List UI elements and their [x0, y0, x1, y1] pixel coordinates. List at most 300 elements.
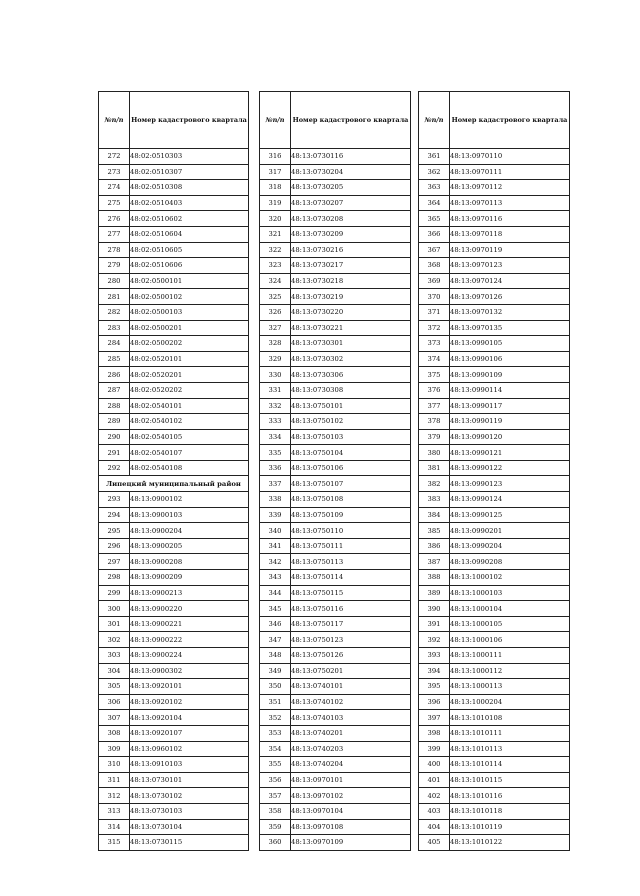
cadastral-number: 48:13:0750116: [291, 601, 411, 617]
row-number: 281: [99, 289, 130, 305]
table-row: [260, 741, 411, 757]
row-number: 354: [260, 741, 291, 757]
row-number: 385: [419, 523, 450, 539]
table-row: [99, 632, 249, 648]
cadastral-number: 48:13:0900222: [130, 632, 249, 648]
table-row: [99, 663, 249, 679]
row-number: 302: [99, 632, 130, 648]
cadastral-number: 48:13:0910103: [130, 757, 249, 773]
cadastral-number: 48:02:0500201: [130, 320, 249, 336]
row-number: 359: [260, 819, 291, 835]
row-number: 306: [99, 694, 130, 710]
cadastral-number: 48:13:0900302: [130, 663, 249, 679]
table-row: [419, 819, 570, 835]
cadastral-number: 48:02:0520202: [130, 382, 249, 398]
cadastral-number: 48:02:0510303: [130, 149, 249, 165]
row-number: 277: [99, 226, 130, 242]
table-row: [99, 258, 249, 274]
table-row: [419, 242, 570, 258]
cadastral-number: 48:13:0900209: [130, 570, 249, 586]
cadastral-number: 48:13:0990124: [450, 492, 570, 508]
row-number: 316: [260, 149, 291, 165]
cadastral-number: 48:02:0500101: [130, 273, 249, 289]
table-row: [99, 414, 249, 430]
row-number: 352: [260, 710, 291, 726]
cadastral-table-1: [98, 91, 249, 851]
table-row: [260, 694, 411, 710]
row-number: 274: [99, 180, 130, 196]
row-number: 307: [99, 710, 130, 726]
cadastral-number: 48:13:0730208: [291, 211, 411, 227]
table-row: [260, 445, 411, 461]
row-number: 317: [260, 164, 291, 180]
cadastral-number: 48:02:0540102: [130, 414, 249, 430]
table-row: [99, 507, 249, 523]
cadastral-number: 48:13:0740204: [291, 757, 411, 773]
cadastral-number: 48:13:0750115: [291, 585, 411, 601]
table-row: [260, 164, 411, 180]
table-row: [99, 554, 249, 570]
table-row: [419, 258, 570, 274]
table-row: [419, 398, 570, 414]
cadastral-number: 48:13:1010118: [450, 803, 570, 819]
row-number: 383: [419, 492, 450, 508]
section-title: Липецкий муниципальный район: [99, 476, 249, 492]
row-number: 389: [419, 585, 450, 601]
table-row: [260, 507, 411, 523]
header-num: №п/п: [419, 92, 450, 149]
cadastral-number: 48:13:0750126: [291, 648, 411, 664]
row-number: 372: [419, 320, 450, 336]
cadastral-number: 48:13:0900224: [130, 648, 249, 664]
row-number: 362: [419, 164, 450, 180]
table-row: [260, 710, 411, 726]
row-number: 308: [99, 725, 130, 741]
table-row: [419, 164, 570, 180]
cadastral-number: 48:13:1000104: [450, 601, 570, 617]
table-row: [260, 382, 411, 398]
cadastral-number: 48:13:0990114: [450, 382, 570, 398]
table-row: [99, 492, 249, 508]
cadastral-number: 48:02:0500102: [130, 289, 249, 305]
row-number: 332: [260, 398, 291, 414]
cadastral-number: 48:13:1000113: [450, 679, 570, 695]
cadastral-number: 48:13:0970109: [291, 835, 411, 851]
table-row: [99, 538, 249, 554]
row-number: 374: [419, 351, 450, 367]
row-number: 293: [99, 492, 130, 508]
table-row: [419, 180, 570, 196]
row-number: 292: [99, 460, 130, 476]
cadastral-number: 48:13:0730116: [291, 149, 411, 165]
row-number: 380: [419, 445, 450, 461]
row-number: 321: [260, 226, 291, 242]
table-row: [419, 226, 570, 242]
cadastral-number: 48:13:0730221: [291, 320, 411, 336]
row-number: 392: [419, 632, 450, 648]
row-number: 363: [419, 180, 450, 196]
table-row: [99, 445, 249, 461]
row-number: 322: [260, 242, 291, 258]
cadastral-number: 48:13:0900221: [130, 616, 249, 632]
row-number: 298: [99, 570, 130, 586]
table-row: [260, 336, 411, 352]
cadastral-number: 48:13:1000102: [450, 570, 570, 586]
row-number: 351: [260, 694, 291, 710]
row-number: 283: [99, 320, 130, 336]
row-number: 273: [99, 164, 130, 180]
row-number: 404: [419, 819, 450, 835]
table-row: [419, 211, 570, 227]
table-row: [260, 819, 411, 835]
cadastral-number: 48:13:0900102: [130, 492, 249, 508]
table-row: [260, 195, 411, 211]
row-number: 327: [260, 320, 291, 336]
cadastral-number: 48:13:0740101: [291, 679, 411, 695]
cadastral-number: 48:02:0500202: [130, 336, 249, 352]
cadastral-number: 48:13:0990119: [450, 414, 570, 430]
cadastral-number: 48:13:0970102: [291, 788, 411, 804]
table-row: [419, 554, 570, 570]
table-row: [260, 679, 411, 695]
row-number: 349: [260, 663, 291, 679]
row-number: 356: [260, 772, 291, 788]
row-number: 289: [99, 414, 130, 430]
row-number: 358: [260, 803, 291, 819]
table-row: [99, 398, 249, 414]
table-row: [99, 304, 249, 320]
cadastral-number: 48:13:0730217: [291, 258, 411, 274]
table-row: [419, 336, 570, 352]
cadastral-number: 48:13:0970132: [450, 304, 570, 320]
cadastral-number: 48:13:0750111: [291, 538, 411, 554]
table-row: [99, 523, 249, 539]
cadastral-number: 48:13:0750114: [291, 570, 411, 586]
table-row: [99, 601, 249, 617]
table-row: [99, 226, 249, 242]
row-number: 331: [260, 382, 291, 398]
cadastral-number: 48:13:1010114: [450, 757, 570, 773]
cadastral-number: 48:13:1010115: [450, 772, 570, 788]
table-row: [99, 382, 249, 398]
cadastral-number: 48:13:0730306: [291, 367, 411, 383]
cadastral-number: 48:13:0970108: [291, 819, 411, 835]
table-row: [260, 570, 411, 586]
table-row: [99, 725, 249, 741]
row-number: 379: [419, 429, 450, 445]
cadastral-number: 48:13:0990105: [450, 336, 570, 352]
row-number: 376: [419, 382, 450, 398]
table-row: [260, 663, 411, 679]
row-number: 325: [260, 289, 291, 305]
cadastral-number: 48:13:0970111: [450, 164, 570, 180]
table-row: [99, 757, 249, 773]
table-row: [419, 460, 570, 476]
table-row: [99, 336, 249, 352]
row-number: 312: [99, 788, 130, 804]
cadastral-number: 48:13:1000112: [450, 663, 570, 679]
row-number: 397: [419, 710, 450, 726]
table-row: [99, 741, 249, 757]
table-row: [260, 258, 411, 274]
row-number: 276: [99, 211, 130, 227]
cadastral-number: 48:02:0510602: [130, 211, 249, 227]
cadastral-number: 48:13:0970113: [450, 195, 570, 211]
table-row: [99, 679, 249, 695]
row-number: 361: [419, 149, 450, 165]
table-row: [260, 803, 411, 819]
cadastral-number: 48:13:0920102: [130, 694, 249, 710]
table-row: [260, 149, 411, 165]
row-number: 401: [419, 772, 450, 788]
row-number: 375: [419, 367, 450, 383]
table-row: [99, 616, 249, 632]
header-num: №п/п: [99, 92, 130, 149]
cadastral-number: 48:13:0750106: [291, 460, 411, 476]
table-row: [99, 694, 249, 710]
cadastral-number: 48:13:1010116: [450, 788, 570, 804]
row-number: 364: [419, 195, 450, 211]
cadastral-number: 48:02:0510606: [130, 258, 249, 274]
row-number: 287: [99, 382, 130, 398]
table-row: [99, 710, 249, 726]
table-row: [419, 367, 570, 383]
cadastral-number: 48:13:0730209: [291, 226, 411, 242]
row-number: 347: [260, 632, 291, 648]
table-row: [419, 304, 570, 320]
cadastral-number: 48:13:0740102: [291, 694, 411, 710]
table-row: [99, 149, 249, 165]
row-number: 295: [99, 523, 130, 539]
table-row: [260, 429, 411, 445]
table-row: [260, 398, 411, 414]
cadastral-number: 48:13:0730205: [291, 180, 411, 196]
table-row: [419, 351, 570, 367]
cadastral-number: 48:13:0730220: [291, 304, 411, 320]
cadastral-number: 48:13:1000106: [450, 632, 570, 648]
row-number: 296: [99, 538, 130, 554]
table-row: [419, 320, 570, 336]
row-number: 394: [419, 663, 450, 679]
table-row: [419, 648, 570, 664]
cadastral-number: 48:02:0510604: [130, 226, 249, 242]
cadastral-number: 48:13:0730301: [291, 336, 411, 352]
cadastral-number: 48:13:0990123: [450, 476, 570, 492]
row-number: 338: [260, 492, 291, 508]
row-number: 280: [99, 273, 130, 289]
table-row: [260, 523, 411, 539]
cadastral-number: 48:13:0750109: [291, 507, 411, 523]
table-row: [99, 648, 249, 664]
cadastral-number: 48:13:1000103: [450, 585, 570, 601]
row-number: 402: [419, 788, 450, 804]
cadastral-number: 48:13:0970112: [450, 180, 570, 196]
table-row: [260, 226, 411, 242]
table-row: [260, 180, 411, 196]
cadastral-number: 48:13:0970118: [450, 226, 570, 242]
table-row: [260, 242, 411, 258]
table-row: [260, 835, 411, 851]
cadastral-number: 48:13:0750110: [291, 523, 411, 539]
cadastral-number: 48:13:0920104: [130, 710, 249, 726]
table-row: [99, 570, 249, 586]
cadastral-number: 48:02:0520101: [130, 351, 249, 367]
row-number: 313: [99, 803, 130, 819]
cadastral-number: 48:13:1000105: [450, 616, 570, 632]
row-number: 286: [99, 367, 130, 383]
table-row: [260, 616, 411, 632]
cadastral-table-3: [418, 91, 570, 851]
row-number: 334: [260, 429, 291, 445]
table-row: [260, 351, 411, 367]
table-row: [419, 757, 570, 773]
table-row: [419, 523, 570, 539]
row-number: 291: [99, 445, 130, 461]
row-number: 377: [419, 398, 450, 414]
table-row: [260, 757, 411, 773]
cadastral-number: 48:13:0970119: [450, 242, 570, 258]
cadastral-number: 48:13:0990121: [450, 445, 570, 461]
cadastral-number: 48:02:0540107: [130, 445, 249, 461]
cadastral-number: 48:13:0730115: [130, 835, 249, 851]
cadastral-number: 48:13:0990117: [450, 398, 570, 414]
table-row: [260, 367, 411, 383]
table-row: [99, 788, 249, 804]
cadastral-number: 48:13:0730218: [291, 273, 411, 289]
row-number: 278: [99, 242, 130, 258]
row-number: 323: [260, 258, 291, 274]
table-row: [419, 289, 570, 305]
table-row: [99, 772, 249, 788]
table-row: [260, 460, 411, 476]
cadastral-number: 48:13:0900213: [130, 585, 249, 601]
cadastral-number: 48:13:0750108: [291, 492, 411, 508]
table-row: [419, 679, 570, 695]
cadastral-number: 48:13:0900103: [130, 507, 249, 523]
row-number: 341: [260, 538, 291, 554]
row-number: 373: [419, 336, 450, 352]
row-number: 299: [99, 585, 130, 601]
table-row: [260, 648, 411, 664]
cadastral-number: 48:13:0730216: [291, 242, 411, 258]
row-number: 301: [99, 616, 130, 632]
table-row: [419, 149, 570, 165]
cadastral-number: 48:13:0960102: [130, 741, 249, 757]
table-row: [99, 819, 249, 835]
cadastral-number: 48:13:1000111: [450, 648, 570, 664]
cadastral-number: 48:02:0540101: [130, 398, 249, 414]
cadastral-number: 48:13:0970104: [291, 803, 411, 819]
cadastral-number: 48:13:0920101: [130, 679, 249, 695]
table-row: [419, 507, 570, 523]
cadastral-number: 48:13:0730101: [130, 772, 249, 788]
header-cadastral-number: Номер кадастрового квартала: [450, 92, 570, 149]
header-cadastral-number: Номер кадастрового квартала: [130, 92, 249, 149]
cadastral-number: 48:13:0970123: [450, 258, 570, 274]
row-number: 318: [260, 180, 291, 196]
row-number: 360: [260, 835, 291, 851]
table-row: [260, 211, 411, 227]
row-number: 337: [260, 476, 291, 492]
cadastral-number: 48:13:0970101: [291, 772, 411, 788]
row-number: 371: [419, 304, 450, 320]
cadastral-number: 48:13:0990201: [450, 523, 570, 539]
cadastral-number: 48:13:0970124: [450, 273, 570, 289]
table-row: [260, 601, 411, 617]
cadastral-number: 48:02:0500103: [130, 304, 249, 320]
cadastral-number: 48:13:1010108: [450, 710, 570, 726]
row-number: 387: [419, 554, 450, 570]
row-number: 339: [260, 507, 291, 523]
cadastral-number: 48:13:0730207: [291, 195, 411, 211]
table-row: [419, 195, 570, 211]
row-number: 290: [99, 429, 130, 445]
cadastral-table-2: [259, 91, 411, 851]
table-row: [419, 616, 570, 632]
cadastral-number: 48:13:0730103: [130, 803, 249, 819]
row-number: 340: [260, 523, 291, 539]
table-row: [260, 414, 411, 430]
row-number: 350: [260, 679, 291, 695]
cadastral-number: 48:13:0740103: [291, 710, 411, 726]
cadastral-number: 48:13:0750201: [291, 663, 411, 679]
cadastral-number: 48:13:0730204: [291, 164, 411, 180]
row-number: 333: [260, 414, 291, 430]
row-number: 282: [99, 304, 130, 320]
table-row: [260, 554, 411, 570]
row-number: 315: [99, 835, 130, 851]
table-row: [419, 632, 570, 648]
cadastral-number: 48:02:0540105: [130, 429, 249, 445]
cadastral-number: 48:13:0750123: [291, 632, 411, 648]
cadastral-number: 48:13:0730104: [130, 819, 249, 835]
cadastral-number: 48:13:0900204: [130, 523, 249, 539]
table-row: [99, 242, 249, 258]
table-row: [419, 585, 570, 601]
table-row: [99, 164, 249, 180]
row-number: 370: [419, 289, 450, 305]
row-number: 304: [99, 663, 130, 679]
cadastral-number: 48:13:0970135: [450, 320, 570, 336]
row-number: 400: [419, 757, 450, 773]
cadastral-number: 48:13:0990125: [450, 507, 570, 523]
row-number: 309: [99, 741, 130, 757]
row-number: 336: [260, 460, 291, 476]
cadastral-number: 48:13:0750107: [291, 476, 411, 492]
row-number: 348: [260, 648, 291, 664]
row-number: 329: [260, 351, 291, 367]
table-row: [419, 601, 570, 617]
row-number: 297: [99, 554, 130, 570]
row-number: 378: [419, 414, 450, 430]
table-row: [260, 320, 411, 336]
cadastral-number: 48:13:0990120: [450, 429, 570, 445]
row-number: 384: [419, 507, 450, 523]
row-number: 320: [260, 211, 291, 227]
table-row: [260, 538, 411, 554]
table-row: [99, 803, 249, 819]
section-row: [99, 476, 249, 492]
table-row: [99, 195, 249, 211]
row-number: 311: [99, 772, 130, 788]
cadastral-number: 48:02:0510308: [130, 180, 249, 196]
table-row: [419, 538, 570, 554]
table-row: [419, 663, 570, 679]
table-row: [260, 289, 411, 305]
cadastral-number: 48:13:0990208: [450, 554, 570, 570]
row-number: 368: [419, 258, 450, 274]
row-number: 305: [99, 679, 130, 695]
